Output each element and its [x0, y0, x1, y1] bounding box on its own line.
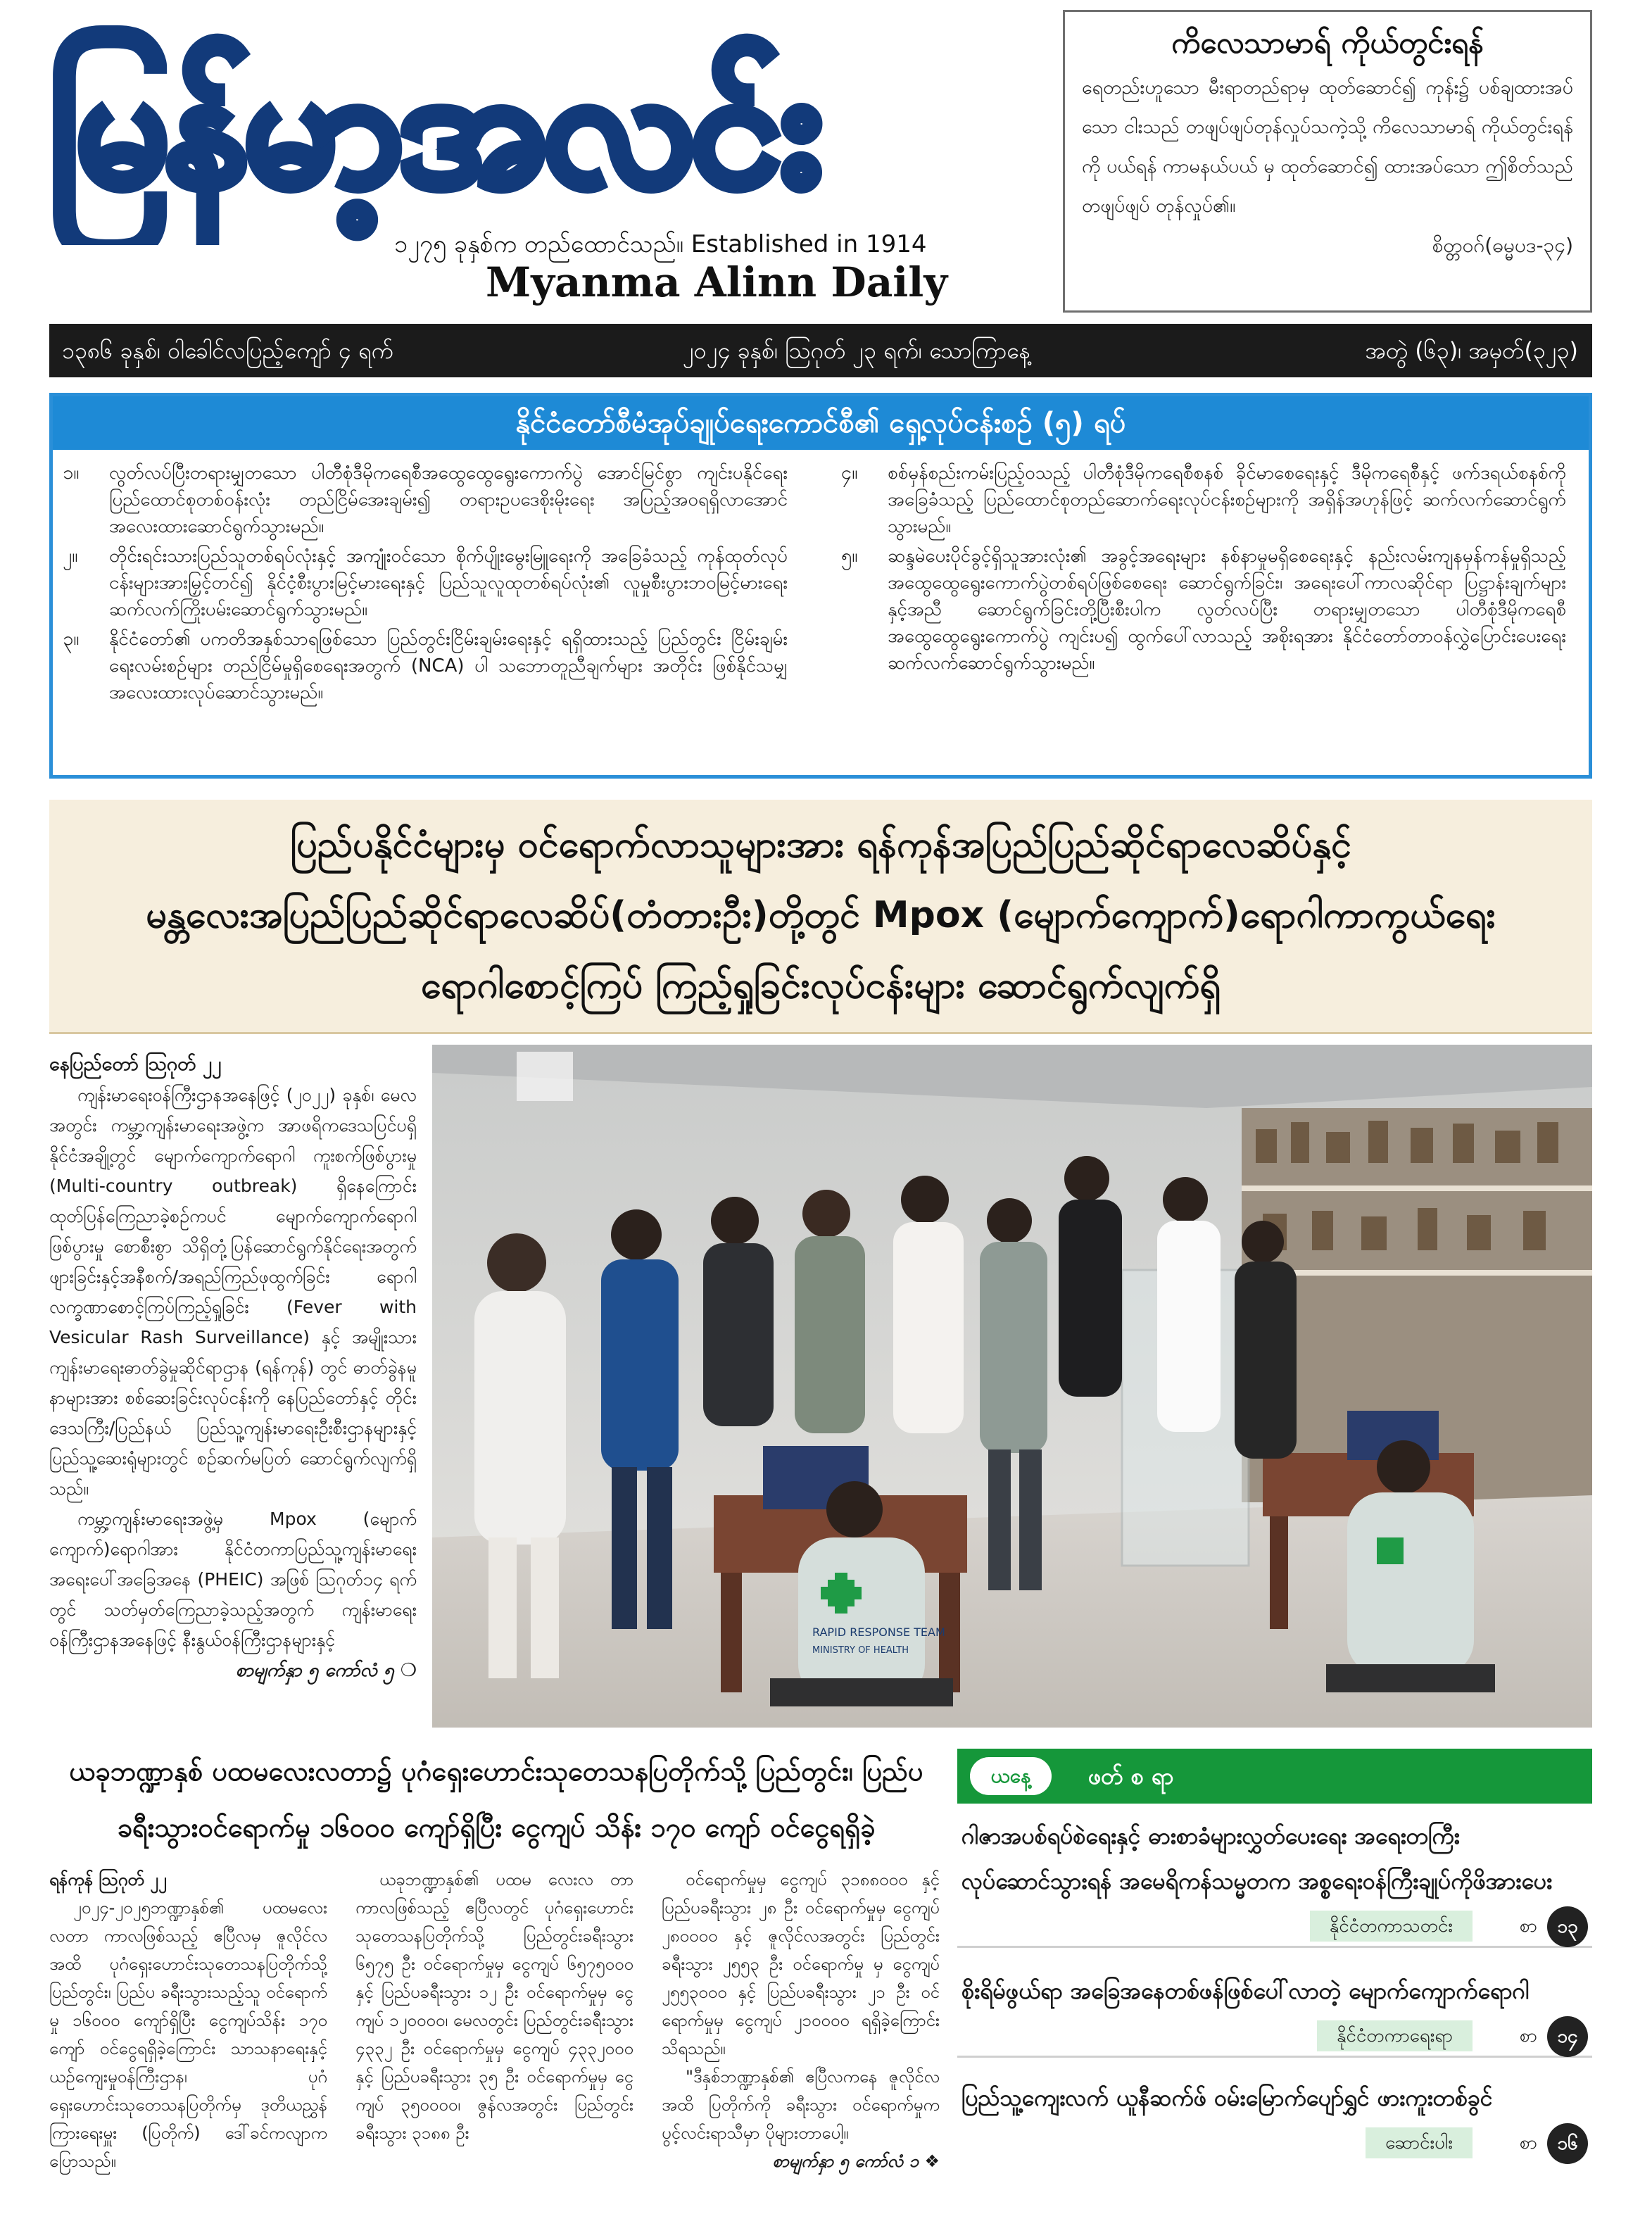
continued-on-page[interactable]: စာမျက်နှာ ၅ ကော်လံ ၅ ❍	[235, 1660, 417, 1681]
article2-headline	[49, 1743, 943, 1863]
page-number-badge[interactable]: ၁၃	[1547, 1906, 1588, 1947]
masthead-logo: မြန်မာ့အလင်း	[49, 34, 818, 222]
objective-number: ၂။	[63, 545, 78, 567]
objective-text: ဆန္ဒမဲပေးပိုင်ခွင့်ရှိသူအားလုံး၏ အခွင့်အရေးများ နစ်နာမှုမရှိစေရေးနှင့် နည်းလမ်းကျနမှန်ကန်မှုရှိသည့် အထွေထွေရွေးကောက်ပွဲတစ်ရပ်ဖြစ်စေရေး ဆောင်ရွက်ခြင်း၊ အရေးပေါ်ကာလဆိုင်ရာ ပြဋ္ဌာန်းချက်များနှင့်အညီ ဆောင်ရွက်ခြင်းတို့ပြီးစီးပါက လွတ်လပ်ပြီး တရားမျှတသော ပါတီစုံဒီမိုကရေစီအထွေထွေရွေးကောက်ပွဲ ကျင်းပ၍ ထွက်ပေါ်လာသည့် အစိုးရအား နိုင်ငံတော်တာဝန်လွှဲပြောင်းပေးရေး ဆက်လက်ဆောင်ရွက်သွားမည်။	[888, 546, 1566, 674]
objective-item	[63, 460, 788, 540]
article-dateline: နေပြည်တော် ဩဂုတ် ၂၂	[49, 1053, 222, 1075]
article-paragraph: ဝင်ရောက်မှုမှ ငွေကျပ် ၃၁၈၈၀၀၀ နှင့် ပြည်ပခရီးသွား ၂၈ ဦး ဝင်ရောက်မှုမှ ငွေကျပ် ၂၈၀၀၀၀ နှင့် ဇူလိုင်လအတွင်း ပြည်တွင်းခရီးသွား ၂၅၅၃ ဦး ဝင်ရောက်မှု မှ ငွေကျပ် ၂၅၅၃၀၀၀ နှင့် ပြည်ပခရီးသွား ၂၁ ဦး ဝင်ရောက်မှုမှ ငွေကျပ် ၂၁၀၀၀၀ ရရှိခဲ့ကြောင်း သိရသည်။	[662, 1870, 940, 2058]
objective-item	[63, 543, 788, 623]
continued-on-page[interactable]: စာမျက်နှာ ၅ ကော်လံ ၁ ❖	[772, 2151, 940, 2171]
vest-label: RAPID RESPONSE TEAM	[812, 1625, 945, 1639]
section-tag: နိုင်ငံတကာသတင်း	[1310, 1911, 1473, 1942]
article2-column-1	[49, 1866, 327, 2203]
objective-text: စစ်မှန်စည်းကမ်းပြည့်ဝသည့် ပါတီစုံဒီမိုကရေစီစနစ် ခိုင်မာစေရေးနှင့် ဒီမိုကရေစီနှင့် ဖက်ဒရယ်စနစ်ကိုအခြေခံသည့် ပြည်ထောင်စုတည်ဆောက်ရေးလုပ်ငန်းစဉ်များကို အရှိန်အဟုန်ဖြင့် ဆက်လက်ဆောင်ရွက်သွားမည်။	[888, 463, 1566, 537]
headline-line: ပြည်ပနိုင်ငံများမှ ဝင်ရောက်လာသူများအား ရန်ကုန်အပြည်ပြည်ဆိုင်ရာလေဆိပ်နှင့်	[290, 824, 1351, 866]
english-name: Myanma Alinn Daily	[486, 258, 948, 306]
quote-box	[1063, 10, 1592, 313]
article-paragraph: ယခုဘဏ္ဍာနှစ်၏ ပထမ လေးလ တာကာလဖြစ်သည့် ဧပြီလတွင် ပုဂံရှေးဟောင်း သုတေသနပြတိုက်သို့ ပြည်တွင်းခရီးသွား ၆၅၇၅ ဦး ဝင်ရောက်မှုမှ ငွေကျပ် ၆၅၇၅၀၀၀ နှင့် ပြည်ပခရီးသွား ၁၂ ဦး ဝင်ရောက်မှုမှ ငွေကျပ် ၁၂၀၀၀၀၊ မေလတွင်း ပြည်တွင်းခရီးသွား ၄၃၃၂ ဦး ဝင်ရောက်မှုမှ ငွေကျပ် ၄၃၃၂၀၀၀ နှင့် ပြည်ပခရီးသွား ၃၅ ဦး ဝင်ရောက်မှုမှ ငွေကျပ် ၃၅၀၀၀၀၊ ဇွန်လအတွင်း ပြည်တွင်းခရီးသွား ၃၁၈၈ ဦး	[355, 1870, 633, 2143]
headline-line: ရောဂါစောင့်ကြပ် ကြည့်ရှုခြင်းလုပ်ငန်းများ ဆောင်ရွက်လျက်ရှိ	[420, 964, 1221, 1007]
headline-line: ယခုဘဏ္ဍာနှစ် ပထမလေးလတာ၌ ပုဂံရှေးဟောင်းသုတေသနပြတိုက်သို့ ပြည်တွင်း၊ ပြည်ပ	[69, 1756, 923, 1787]
inside-item-title[interactable]: ဂါဇာအပစ်ရပ်စဲရေးနှင့် ဓားစာခံများလွှတ်ပေးရေး အရေးတကြီး	[961, 1823, 1460, 1849]
article-paragraph: ကျန်းမာရေးဝန်ကြီးဌာနအနေဖြင့် (၂၀၂၂) ခုနှစ်၊ မေလအတွင်း ကမ္ဘာ့ကျန်းမာရေးအဖွဲ့က အာဖရိကဒေသပြင်ပရှိ နိုင်ငံအချို့တွင် မျောက်ကျောက်ရောဂါ ကူးစက်ဖြစ်ပွားမှု (Multi-country outbreak) ရှိနေကြောင်း ထုတ်ပြန်ကြေညာခဲ့စဉ်ကပင် မျောက်ကျောက်ရောဂါဖြစ်ပွားမှု စောစီးစွာ သိရှိတုံ့ပြန်ဆောင်ရွက်နိုင်ရေးအတွက် ဖျားခြင်းနှင့်အနီစက်/အရည်ကြည်ဖုထွက်ခြင်း ရောဂါလက္ခဏာစောင့်ကြပ်ကြည့်ရှုခြင်း (Fever with Vesicular Rash Surveillance) နှင့် အမျိုးသားကျန်းမာရေးဓာတ်ခွဲမှုဆိုင်ရာဌာန (ရန်ကုန်) တွင် ဓာတ်ခွဲနမူနာများအား စစ်ဆေးခြင်းလုပ်ငန်းကို နေပြည်တော်နှင့် တိုင်းဒေသကြီး/ပြည်နယ် ပြည်သူ့ကျန်းမာရေးဦးစီးဌာနများနှင့် ပြည်သူ့ဆေးရုံများတွင် စဉ်ဆက်မပြတ် ဆောင်ရွက်လျက်ရှိသည်။	[49, 1085, 417, 1499]
headline-line: ခရီးသွားဝင်ရောက်မှု ၁၆၀၀၀ ကျော်ရှိပြီး ငွေကျပ် သိန်း ၁၇၀ ကျော် ဝင်ငွေရရှိခဲ့	[117, 1812, 876, 1843]
inside-item-title[interactable]: ပြည်သူ့ကျေးလက် ယူနီဆက်ဖ် ဝမ်းမြောက်ပျော်ရွှင် ဖားကူးတစ်ခွင်	[961, 2084, 1493, 2111]
established-line: ၁၂၇၅ ခုနှစ်က တည်ထောင်သည်။ Established in 1914	[394, 230, 927, 258]
page-label: စာ	[1519, 2025, 1537, 2046]
objective-item	[841, 543, 1566, 677]
main-headline	[49, 800, 1592, 1034]
quote-body: ရေတည်းဟူသော မီးရာတည်ရာမှ ထုတ်ဆောင်၍ ကုန်း၌ ပစ်ချထားအပ်သော ငါးသည် တဖျပ်ဖျပ်တုန်လှုပ်သကဲ့သို့ ကိလေသာမာရ် ကိုယ်တွင်းရန်ကို ပယ်ရန် ကာမနယ်ပယ် မှ ထုတ်ဆောင်၍ ထားအပ်သော ဤစိတ်သည် တဖျပ်ဖျပ် တုန်လှုပ်၏။	[1082, 77, 1573, 217]
myanmar-date: ၁၃၈၆ ခုနှစ်၊ ဝါခေါင်လပြည့်ကျော် ၄ ရက်	[62, 337, 393, 364]
lead-article	[49, 1049, 417, 1725]
inside-header	[957, 1749, 1592, 1804]
inside-item[interactable]	[957, 1813, 1592, 1948]
objective-text: နိုင်ငံတော်၏ ပကတိအနှစ်သာရဖြစ်သော ပြည်တွင်းငြိမ်းချမ်းရေးနှင့် ရရှိထားသည့် ပြည်တွင်း ငြိမ်းချမ်းရေးလမ်းစဉ်များ တည်ငြိမ်မှုရှိစေရေးအတွက် (NCA) ပါ သဘောတူညီချက်များ အတိုင်း ဖြစ်နိုင်သမျှ အလေးထားလုပ်ဆောင်သွားမည်။	[109, 629, 788, 703]
objectives-column-left	[63, 460, 788, 709]
page-number-badge[interactable]: ၁၄	[1547, 2016, 1588, 2057]
objective-item	[63, 626, 788, 706]
page-number-badge[interactable]: ၁၆	[1547, 2123, 1588, 2164]
inside-item-meta	[957, 2123, 1592, 2163]
gregorian-date: ၂၀၂၄ ခုနှစ်၊ ဩဂုတ် ၂၃ ရက်၊ သောကြာနေ့	[683, 337, 1031, 364]
article-paragraph: ကမ္ဘာ့ကျန်းမာရေးအဖွဲ့မှ Mpox (မျောက်ကျောက်)ရောဂါအား နိုင်ငံတကာပြည်သူ့ကျန်းမာရေး အရေးပေါ်အခြေအနေ (PHEIC) အဖြစ် ဩဂုတ်၁၄ ရက်တွင် သတ်မှတ်ကြေညာခဲ့သည့်အတွက် ကျန်းမာရေးဝန်ကြီးဌာနအနေဖြင့် နီးနွယ်ဝန်ကြီးဌာနများနှင့်	[49, 1509, 417, 1650]
page-label: စာ	[1519, 1916, 1537, 1937]
objectives-column-right	[841, 460, 1566, 679]
objective-number: ၄။	[841, 462, 858, 484]
headline-line: မန္တလေးအပြည်ပြည်ဆိုင်ရာလေဆိပ်(တံတားဦး)တို့တွင် Mpox (မျောက်ကျောက်)ရောဂါကာကွယ်ရေး	[146, 894, 1496, 936]
today-pill: ယနေ့	[970, 1757, 1052, 1795]
article-paragraph: ၂၀၂၄-၂၀၂၅ဘဏ္ဍာနှစ်၏ ပထမလေးလတာ ကာလဖြစ်သည့် ဧပြီလမှ ဇူလိုင်လအထိ ပုဂံရှေးဟောင်းသုတေသနပြတိုက်သို့ ပြည်တွင်း၊ ပြည်ပ ခရီးသွားသည့်သူ ဝင်ရောက်မှု ၁၆၀၀၀ ကျော်ရှိပြီး ငွေကျပ်သိန်း ၁၇၀ ကျော် ဝင်ငွေရရှိခဲ့ကြောင်း သာသနာရေးနှင့် ယဉ်ကျေးမှုဝန်ကြီးဌာန၊ ပုဂံရှေးဟောင်းသုတေသနပြတိုက်မှ ဒုတိယညွှန်ကြားရေးမှူး (ပြတိုက်) ဒေါ်ခင်ကလျာက ပြောသည်။	[49, 1898, 327, 2171]
quote-source: စိတ္တဝဂ်(ဓမ္မပဒ-၃၄)	[1432, 234, 1573, 257]
objective-text: လွတ်လပ်ပြီးတရားမျှတသော ပါတီစုံဒီမိုကရေစီအထွေထွေရွေးကောက်ပွဲ အောင်မြင်စွာ ကျင်းပနိုင်ရေး ပြည်ထောင်စုတစ်ဝန်းလုံး တည်ငြိမ်အေးချမ်း၍ တရားဥပဒေစိုးမိုးရေး အပြည့်အဝရရှိလာအောင် အလေးထားဆောင်ရွက်သွားမည်။	[109, 463, 788, 537]
section-tag: နိုင်ငံတကာရေးရာ	[1317, 2020, 1473, 2051]
objectives-title: နိုင်ငံတော်စီမံအုပ်ချုပ်ရေးကောင်စီ၏ ရှေ့လုပ်ငန်းစဉ် (၅) ရပ်	[53, 396, 1589, 450]
inside-heading: ဖတ် စ ရာ	[1088, 1763, 1174, 1790]
inside-item-title[interactable]: စိုးရိမ်ဖွယ်ရာ အခြေအနေတစ်ဖန်ဖြစ်ပေါ်လာတဲ့ မျောက်ကျောက်ရောဂါ	[961, 1977, 1530, 2004]
date-bar	[49, 324, 1592, 377]
inside-item-meta	[957, 2016, 1592, 2056]
inside-today-box	[957, 1749, 1592, 2206]
news-photo	[432, 1045, 1592, 1728]
article2-column-2	[355, 1866, 633, 2203]
article-paragraph: "ဒီနှစ်ဘဏ္ဍာနှစ်၏ ဧပြီလကနေ ဇူလိုင်လအထိ ပြတိုက်ကို ခရီးသွား ဝင်ရောက်မှုက ပွင့်လင်းရာသီမှာ ပိုများတာပေါ့။	[662, 2067, 940, 2143]
section-tag: ဆောင်းပါး	[1366, 2127, 1473, 2158]
inside-item-meta	[957, 1906, 1592, 1946]
page-label: စာ	[1519, 2132, 1537, 2153]
objective-number: ၃။	[63, 628, 80, 650]
inside-item[interactable]	[957, 2075, 1592, 2163]
objective-number: ၁။	[63, 462, 80, 484]
issue-number: အတွဲ (၆၃)၊ အမှတ်(၃၂၃)	[1365, 337, 1578, 364]
objective-text: တိုင်းရင်းသားပြည်သူတစ်ရပ်လုံးနှင့် အကျုံးဝင်သော စိုက်ပျိုးမွေးမြူရေးကို အခြေခံသည့် ကုန်ထုတ်လုပ်ငန်းများအားမြှင့်တင်၍ နိုင်ငံ့စီးပွားမြင့်မားရေးနှင့် ပြည်သူလူထုတစ်ရပ်လုံး၏ လူမှုစီးပွားဘဝမြင့်မားရေး ဆက်လက်ကြိုးပမ်းဆောင်ရွက်သွားမည်။	[109, 546, 788, 620]
inside-item[interactable]	[957, 1968, 1592, 2058]
article2-column-3	[662, 1866, 940, 2203]
article-dateline: ရန်ကုန် ဩဂုတ် ၂၂	[49, 1870, 167, 1889]
vest-sub: MINISTRY OF HEALTH	[812, 1645, 909, 1656]
objective-number: ၅။	[841, 545, 858, 567]
objective-item	[841, 460, 1566, 540]
inside-item-title[interactable]: လုပ်ဆောင်သွားရန် အမေရိကန်သမ္မတက အစ္စရေးဝန်ကြီးချုပ်ကိုဖိအားပေး	[961, 1868, 1553, 1894]
quote-title: ကိလေသာမာရ် ကိုယ်တွင်းရန်	[1171, 25, 1484, 60]
objectives-box	[49, 393, 1592, 779]
